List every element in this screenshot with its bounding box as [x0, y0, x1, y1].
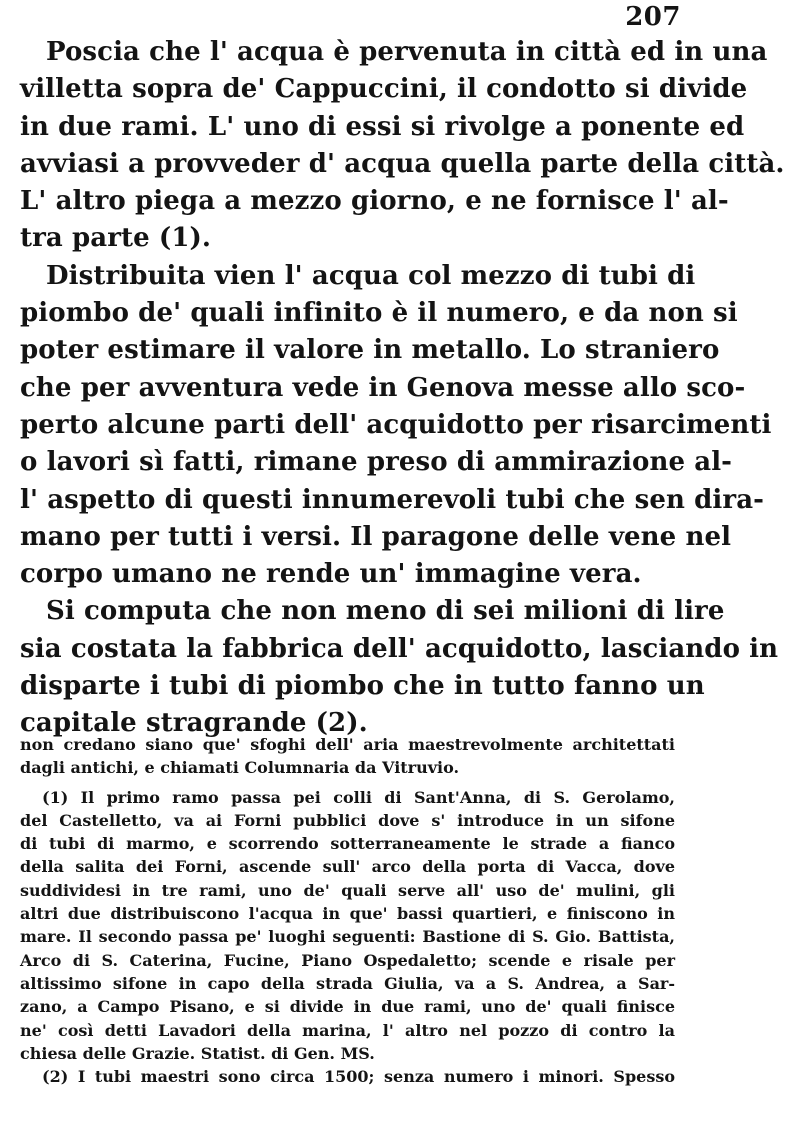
text-line: villetta sopra de' Cappuccini, il condotto si divide [20, 74, 748, 105]
text-line: Poscia che l' acqua è pervenuta in città ed in una [46, 37, 768, 67]
footnote-line: altissimo sifone in capo della strada Giulia, va a S. Andrea, a Sar- [20, 973, 675, 993]
text-line: Si computa che non meno di sei milioni di lire [46, 596, 725, 627]
footnote-line: della salita dei Forni, ascende sull' arco della porta di Vacca, dove [20, 857, 675, 877]
text-line: o lavori sì fatti, rimane preso di ammirazione al- [20, 447, 733, 478]
text-line: che per avventura vede in Genova messe allo sco- [20, 372, 746, 403]
text-line: l' aspetto di questi innumerevoli tubi che sen dira- [20, 484, 765, 515]
text-line: corpo umano ne rende un' immagine vera. [20, 559, 642, 590]
main-text [20, 34, 785, 743]
text-line: Distribuita vien l' acqua col mezzo di tubi di [46, 260, 696, 291]
footnote-line: zano, a Campo Pisano, e si divide in due rami, uno de' quali finisce [20, 997, 675, 1017]
page-number: 207 [625, 2, 681, 32]
footnote-line: Arco di S. Caterina, Fucine, Piano Ospedaletto; scende e risale per [20, 950, 675, 970]
text-line: poter estimare il valore in metallo. Lo straniero [20, 335, 720, 366]
text-line: tra parte (1). [20, 223, 212, 254]
text-line: capitale stragrande (2). [20, 708, 368, 739]
footnote-line: del Castelletto, va ai Forni pubblici dove s' introduce in un sifone [20, 810, 675, 830]
text-line: in due rami. L' uno di essi si rivolge a ponente ed [20, 111, 745, 142]
footnote-line: di tubi di marmo, e scorrendo sotterraneamente le strade a fianco [20, 834, 675, 854]
footnote-line: dagli antichi, e chiamati Columnaria da Vitruvio. [20, 758, 460, 778]
footnote-line: altri due distribuiscono l'acqua in que' bassi quartieri, e finiscono in [20, 904, 675, 924]
footnote-line: suddividesi in tre rami, uno de' quali serve all' uso de' mulini, gli [20, 880, 675, 900]
text-line: mano per tutti i versi. Il paragone delle vene nel [20, 521, 732, 552]
footnotes [20, 733, 675, 1088]
footnote-line: non credano siano que' sfoghi dell' aria maestrevolmente architettati [20, 735, 675, 754]
footnote-line: (1) Il primo ramo passa pei colli di Sant'Anna, di S. Gerolamo, [42, 787, 675, 807]
footnote-line: mare. Il secondo passa pe' luoghi seguenti: Bastione di S. Gio. Battista, [20, 927, 675, 947]
text-line: disparte i tubi di piombo che in tutto fanno un [20, 671, 705, 702]
text-line: perto alcune parti dell' acquidotto per risarcimenti [20, 409, 772, 440]
text-line: avviasi a provveder d' acqua quella parte della città. [20, 148, 785, 179]
footnote-line: chiesa delle Grazie. Statist. di Gen. MS. [20, 1043, 375, 1063]
text-line: L' altro piega a mezzo giorno, e ne fornisce l' al- [20, 186, 729, 217]
text-line: piombo de' quali infinito è il numero, e da non si [20, 298, 738, 329]
footnote-line: (2) I tubi maestri sono circa 1500; senza numero i minori. Spesso [42, 1067, 675, 1087]
footnote-line: ne' così detti Lavadori della marina, l' altro nel pozzo di contro la [20, 1020, 675, 1040]
text-line: sia costata la fabbrica dell' acquidotto, lasciando in [20, 633, 779, 664]
